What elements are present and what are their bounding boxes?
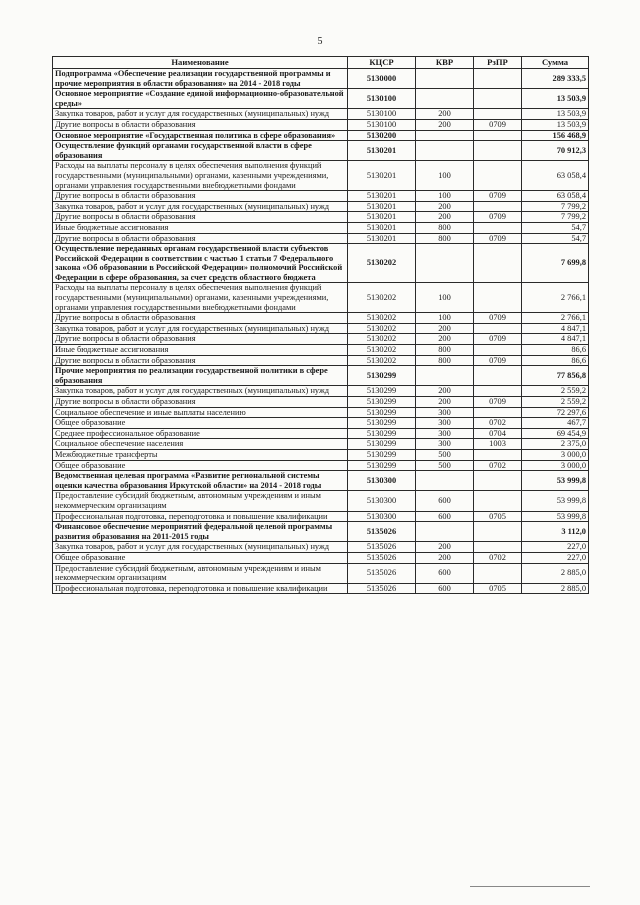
cell-sum: 86,6 xyxy=(522,355,589,366)
cell-sum: 72 297,6 xyxy=(522,407,589,418)
cell-sum: 227,0 xyxy=(522,542,589,553)
cell-rzpr xyxy=(474,386,522,397)
cell-kcsr: 5130201 xyxy=(348,201,416,212)
cell-name: Другие вопросы в области образования xyxy=(53,119,348,130)
table-row xyxy=(53,313,589,324)
cell-rzpr xyxy=(474,542,522,553)
cell-rzpr xyxy=(474,449,522,460)
cell-kvr: 500 xyxy=(416,449,474,460)
cell-name: Основное мероприятие «Государственная политика в сфере образования» xyxy=(53,130,348,141)
table-row xyxy=(53,449,589,460)
cell-name: Прочие мероприятия по реализации государственной политики в сфере образования xyxy=(53,366,348,386)
cell-name: Подпрограмма «Обеспечение реализации государственной программы и прочие мероприятия в области образования» на 2014 - 2018 годы xyxy=(53,69,348,89)
cell-kcsr: 5135026 xyxy=(348,542,416,553)
cell-sum: 7 799,2 xyxy=(522,201,589,212)
cell-name: Расходы на выплаты персоналу в целях обеспечения выполнения функций государственными (муниципальными) органами, казенными учреждениями, органами управления государственными внебюджетными фондами xyxy=(53,161,348,191)
table-row xyxy=(53,460,589,471)
cell-kvr: 800 xyxy=(416,222,474,233)
cell-kvr: 200 xyxy=(416,552,474,563)
cell-kvr: 200 xyxy=(416,542,474,553)
table-row xyxy=(53,283,589,313)
cell-kcsr: 5130100 xyxy=(348,89,416,109)
cell-sum: 53 999,8 xyxy=(522,511,589,522)
cell-kcsr: 5130300 xyxy=(348,471,416,491)
cell-rzpr xyxy=(474,491,522,511)
cell-kcsr: 5130202 xyxy=(348,323,416,334)
table-row xyxy=(53,386,589,397)
cell-kcsr: 5130299 xyxy=(348,439,416,450)
cell-kcsr: 5130299 xyxy=(348,386,416,397)
cell-name: Профессиональная подготовка, переподготовка и повышение квалификации xyxy=(53,511,348,522)
cell-sum: 3 000,0 xyxy=(522,460,589,471)
cell-sum: 7 699,8 xyxy=(522,244,589,283)
table-body xyxy=(53,69,589,594)
cell-kvr: 600 xyxy=(416,511,474,522)
table-row xyxy=(53,345,589,356)
cell-sum: 4 847,1 xyxy=(522,323,589,334)
cell-rzpr xyxy=(474,89,522,109)
cell-kcsr: 5135026 xyxy=(348,563,416,583)
cell-kcsr: 5130299 xyxy=(348,449,416,460)
cell-kcsr: 5130299 xyxy=(348,366,416,386)
cell-rzpr: 0705 xyxy=(474,583,522,594)
cell-rzpr xyxy=(474,407,522,418)
cell-sum: 7 799,2 xyxy=(522,212,589,223)
cell-rzpr: 0709 xyxy=(474,119,522,130)
cell-kcsr: 5130300 xyxy=(348,511,416,522)
table-row xyxy=(53,191,589,202)
cell-sum: 77 856,8 xyxy=(522,366,589,386)
column-header-sum: Сумма xyxy=(522,57,589,69)
cell-name: Социальное обеспечение и иные выплаты населению xyxy=(53,407,348,418)
cell-rzpr xyxy=(474,109,522,120)
cell-name: Другие вопросы в области образования xyxy=(53,233,348,244)
cell-name: Другие вопросы в области образования xyxy=(53,355,348,366)
cell-kvr: 300 xyxy=(416,428,474,439)
cell-kvr: 200 xyxy=(416,386,474,397)
cell-name: Закупка товаров, работ и услуг для государственных (муниципальных) нужд xyxy=(53,323,348,334)
cell-kvr: 200 xyxy=(416,201,474,212)
table-row xyxy=(53,161,589,191)
cell-name: Социальное обеспечение населения xyxy=(53,439,348,450)
cell-kvr xyxy=(416,471,474,491)
table-row xyxy=(53,222,589,233)
cell-sum: 54,7 xyxy=(522,222,589,233)
cell-name: Профессиональная подготовка, переподготовка и повышение квалификации xyxy=(53,583,348,594)
cell-kcsr: 5130202 xyxy=(348,334,416,345)
cell-sum: 3 000,0 xyxy=(522,449,589,460)
cell-kcsr: 5130201 xyxy=(348,161,416,191)
page-number: 5 xyxy=(317,36,323,47)
table-row xyxy=(53,355,589,366)
table-row xyxy=(53,542,589,553)
cell-name: Другие вопросы в области образования xyxy=(53,313,348,324)
cell-rzpr xyxy=(474,222,522,233)
column-header-rzpr: РзПР xyxy=(474,57,522,69)
cell-kcsr: 5130202 xyxy=(348,283,416,313)
cell-name: Иные бюджетные ассигнования xyxy=(53,345,348,356)
cell-kvr: 300 xyxy=(416,418,474,429)
cell-rzpr: 0705 xyxy=(474,511,522,522)
cell-sum: 2 885,0 xyxy=(522,583,589,594)
cell-kcsr: 5130202 xyxy=(348,313,416,324)
table-row xyxy=(53,407,589,418)
cell-rzpr: 0709 xyxy=(474,191,522,202)
cell-kcsr: 5130299 xyxy=(348,460,416,471)
column-header-kvr: КВР xyxy=(416,57,474,69)
cell-kcsr: 5130201 xyxy=(348,141,416,161)
cell-rzpr: 0709 xyxy=(474,355,522,366)
cell-rzpr xyxy=(474,161,522,191)
cell-kcsr: 5130299 xyxy=(348,397,416,408)
cell-sum: 2 559,2 xyxy=(522,386,589,397)
cell-name: Иные бюджетные ассигнования xyxy=(53,222,348,233)
table-row xyxy=(53,522,589,542)
cell-kcsr: 5135026 xyxy=(348,583,416,594)
cell-kvr: 200 xyxy=(416,334,474,345)
cell-kvr xyxy=(416,141,474,161)
cell-name: Закупка товаров, работ и услуг для государственных (муниципальных) нужд xyxy=(53,109,348,120)
cell-sum: 2 559,2 xyxy=(522,397,589,408)
cell-name: Расходы на выплаты персоналу в целях обеспечения выполнения функций государственными (муниципальными) органами, казенными учреждениями, органами управления государственными внебюджетными фондами xyxy=(53,283,348,313)
table-row xyxy=(53,471,589,491)
cell-rzpr xyxy=(474,323,522,334)
cell-kvr xyxy=(416,130,474,141)
cell-name: Закупка товаров, работ и услуг для государственных (муниципальных) нужд xyxy=(53,386,348,397)
cell-sum: 70 912,3 xyxy=(522,141,589,161)
cell-kcsr: 5130202 xyxy=(348,244,416,283)
table-row xyxy=(53,212,589,223)
cell-sum: 227,0 xyxy=(522,552,589,563)
cell-rzpr: 0702 xyxy=(474,418,522,429)
cell-rzpr xyxy=(474,244,522,283)
cell-kvr: 800 xyxy=(416,355,474,366)
cell-kcsr: 5130201 xyxy=(348,191,416,202)
cell-sum: 54,7 xyxy=(522,233,589,244)
cell-kvr: 600 xyxy=(416,491,474,511)
cell-rzpr xyxy=(474,130,522,141)
table-row xyxy=(53,244,589,283)
cell-kcsr: 5135026 xyxy=(348,522,416,542)
cell-name: Другие вопросы в области образования xyxy=(53,397,348,408)
cell-rzpr: 0702 xyxy=(474,552,522,563)
table-row xyxy=(53,141,589,161)
table-row xyxy=(53,583,589,594)
cell-kcsr: 5130300 xyxy=(348,491,416,511)
cell-name: Ведомственная целевая программа «Развитие региональной системы оценки качества образования Иркутской области» на 2014 - 2018 годы xyxy=(53,471,348,491)
cell-sum: 86,6 xyxy=(522,345,589,356)
cell-rzpr: 1003 xyxy=(474,439,522,450)
cell-rzpr: 0709 xyxy=(474,313,522,324)
cell-kvr: 200 xyxy=(416,212,474,223)
cell-name: Закупка товаров, работ и услуг для государственных (муниципальных) нужд xyxy=(53,201,348,212)
cell-rzpr xyxy=(474,283,522,313)
cell-kcsr: 5135026 xyxy=(348,552,416,563)
cell-sum: 69 454,9 xyxy=(522,428,589,439)
cell-kcsr: 5130201 xyxy=(348,222,416,233)
cell-rzpr xyxy=(474,345,522,356)
cell-kvr xyxy=(416,244,474,283)
cell-rzpr: 0709 xyxy=(474,212,522,223)
cell-kvr xyxy=(416,89,474,109)
cell-kcsr: 5130299 xyxy=(348,428,416,439)
cell-kvr: 300 xyxy=(416,407,474,418)
table-row xyxy=(53,233,589,244)
cell-rzpr: 0702 xyxy=(474,460,522,471)
cell-kcsr: 5130200 xyxy=(348,130,416,141)
table-row xyxy=(53,511,589,522)
cell-kvr: 100 xyxy=(416,283,474,313)
table-row xyxy=(53,552,589,563)
cell-kvr: 600 xyxy=(416,563,474,583)
cell-name: Основное мероприятие «Создание единой информационно-образовательной среды» xyxy=(53,89,348,109)
cell-sum: 4 847,1 xyxy=(522,334,589,345)
cell-rzpr xyxy=(474,563,522,583)
table-row xyxy=(53,130,589,141)
cell-name: Другие вопросы в области образования xyxy=(53,191,348,202)
cell-sum: 3 112,0 xyxy=(522,522,589,542)
cell-sum: 63 058,4 xyxy=(522,161,589,191)
budget-table xyxy=(52,56,589,594)
cell-sum: 2 766,1 xyxy=(522,313,589,324)
cell-sum: 13 503,9 xyxy=(522,89,589,109)
cell-name: Финансовое обеспечение мероприятий федеральной целевой программы развития образования на 2011-2015 годы xyxy=(53,522,348,542)
cell-kvr: 500 xyxy=(416,460,474,471)
cell-name: Предоставление субсидий бюджетным, автономным учреждениям и иным некоммерческим организациям xyxy=(53,563,348,583)
cell-kvr: 100 xyxy=(416,191,474,202)
cell-kvr: 100 xyxy=(416,313,474,324)
cell-sum: 13 503,9 xyxy=(522,109,589,120)
cell-rzpr: 0709 xyxy=(474,397,522,408)
cell-sum: 289 333,5 xyxy=(522,69,589,89)
table-row xyxy=(53,491,589,511)
table-header-row xyxy=(53,57,589,69)
table-row xyxy=(53,439,589,450)
cell-name: Закупка товаров, работ и услуг для государственных (муниципальных) нужд xyxy=(53,542,348,553)
cell-kvr: 600 xyxy=(416,583,474,594)
cell-name: Другие вопросы в области образования xyxy=(53,212,348,223)
cell-rzpr: 0704 xyxy=(474,428,522,439)
table-row xyxy=(53,69,589,89)
cell-kvr: 100 xyxy=(416,161,474,191)
cell-rzpr xyxy=(474,201,522,212)
cell-rzpr: 0709 xyxy=(474,334,522,345)
table-row xyxy=(53,428,589,439)
column-header-kcsr: КЦСР xyxy=(348,57,416,69)
column-header-name: Наименование xyxy=(53,57,348,69)
cell-rzpr: 0709 xyxy=(474,233,522,244)
cell-kcsr: 5130100 xyxy=(348,119,416,130)
table-row xyxy=(53,563,589,583)
cell-sum: 63 058,4 xyxy=(522,191,589,202)
cell-kcsr: 5130201 xyxy=(348,233,416,244)
cell-kvr: 800 xyxy=(416,233,474,244)
cell-name: Общее образование xyxy=(53,418,348,429)
cell-name: Осуществление функций органами государственной власти в сфере образования xyxy=(53,141,348,161)
cell-sum: 2 766,1 xyxy=(522,283,589,313)
table-row xyxy=(53,397,589,408)
cell-sum: 53 999,8 xyxy=(522,491,589,511)
cell-kvr xyxy=(416,69,474,89)
cell-name: Другие вопросы в области образования xyxy=(53,334,348,345)
table-row xyxy=(53,201,589,212)
cell-kvr: 800 xyxy=(416,345,474,356)
cell-kcsr: 5130202 xyxy=(348,345,416,356)
cell-kcsr: 5130299 xyxy=(348,407,416,418)
cell-name: Общее образование xyxy=(53,460,348,471)
cell-sum: 2 375,0 xyxy=(522,439,589,450)
footer-rule xyxy=(470,886,590,887)
cell-sum: 467,7 xyxy=(522,418,589,429)
cell-rzpr xyxy=(474,366,522,386)
cell-kvr: 200 xyxy=(416,397,474,408)
cell-name: Среднее профессиональное образование xyxy=(53,428,348,439)
cell-kvr: 200 xyxy=(416,119,474,130)
cell-kvr xyxy=(416,366,474,386)
cell-kcsr: 5130201 xyxy=(348,212,416,223)
cell-kvr: 200 xyxy=(416,109,474,120)
cell-name: Общее образование xyxy=(53,552,348,563)
table-row xyxy=(53,334,589,345)
cell-name: Осуществление переданных органам государственной власти субъектов Российской Федерации в соответствии с частью 1 статьи 7 Федерального закона «Об образовании в Российской Федерации» полномочий Российской Федерации в сфере образования, за счет средств областного бюджета xyxy=(53,244,348,283)
table-row xyxy=(53,119,589,130)
table-row xyxy=(53,366,589,386)
cell-sum: 13 503,9 xyxy=(522,119,589,130)
cell-kcsr: 5130000 xyxy=(348,69,416,89)
cell-name: Межбюджетные трансферты xyxy=(53,449,348,460)
cell-rzpr xyxy=(474,471,522,491)
cell-name: Предоставление субсидий бюджетным, автономным учреждениям и иным некоммерческим организациям xyxy=(53,491,348,511)
table-row xyxy=(53,109,589,120)
table-row xyxy=(53,418,589,429)
cell-kvr: 200 xyxy=(416,323,474,334)
table-row xyxy=(53,323,589,334)
cell-kcsr: 5130100 xyxy=(348,109,416,120)
cell-sum: 2 885,0 xyxy=(522,563,589,583)
cell-kvr: 300 xyxy=(416,439,474,450)
table-row xyxy=(53,89,589,109)
cell-rzpr xyxy=(474,141,522,161)
cell-sum: 156 468,9 xyxy=(522,130,589,141)
cell-sum: 53 999,8 xyxy=(522,471,589,491)
cell-rzpr xyxy=(474,522,522,542)
cell-kcsr: 5130299 xyxy=(348,418,416,429)
cell-kvr xyxy=(416,522,474,542)
cell-kcsr: 5130202 xyxy=(348,355,416,366)
cell-rzpr xyxy=(474,69,522,89)
